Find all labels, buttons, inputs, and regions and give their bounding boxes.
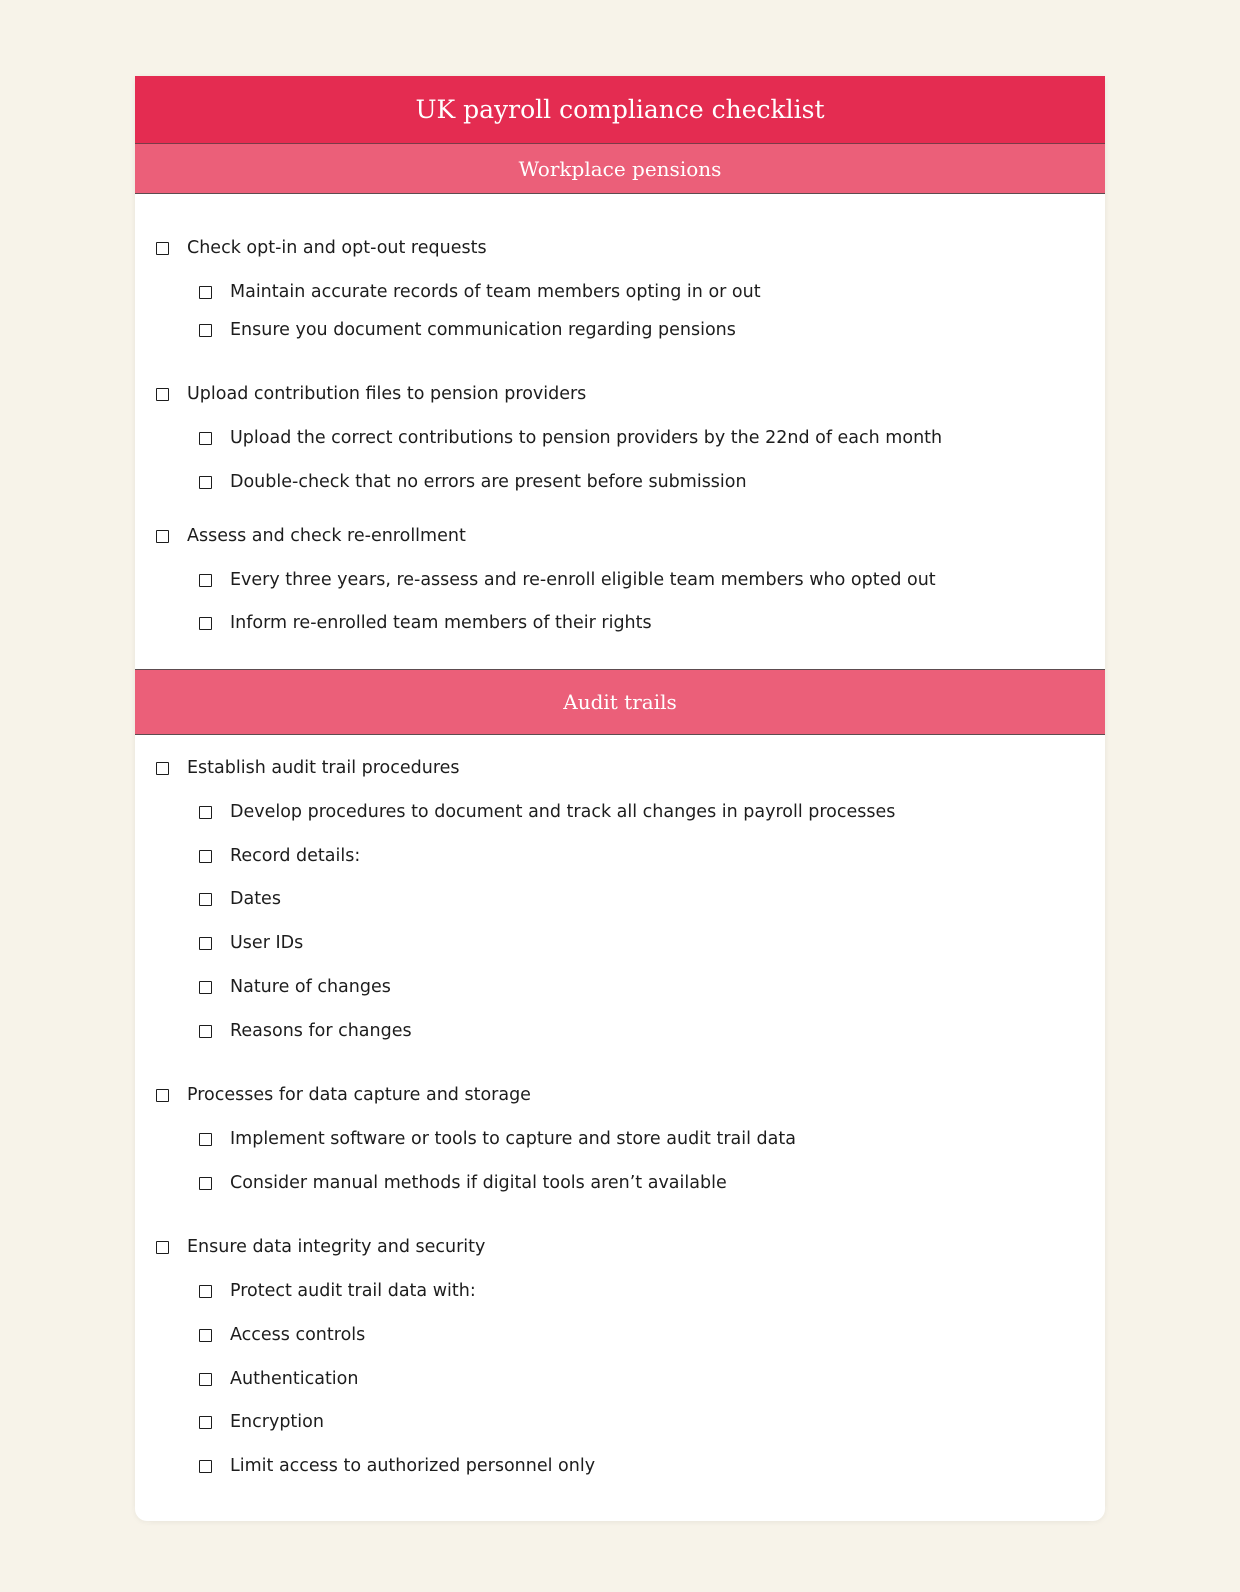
checklist-item-label: Record details:	[230, 846, 361, 866]
checkbox[interactable]	[199, 1460, 212, 1473]
checklist-subitem[interactable]	[199, 611, 652, 635]
checkbox[interactable]	[156, 762, 169, 775]
checklist-subitem[interactable]	[199, 1454, 595, 1478]
checklist-item-label: Maintain accurate records of team members opting in or out	[230, 282, 761, 302]
page-title: UK payroll compliance checklist	[135, 76, 1105, 144]
section-header-audit-trails: Audit trails	[135, 669, 1105, 735]
checklist-item-label: Nature of changes	[230, 977, 391, 997]
checkbox[interactable]	[156, 388, 169, 401]
checkbox[interactable]	[156, 1241, 169, 1254]
checklist-item[interactable]	[156, 1235, 485, 1259]
checklist-subitem[interactable]	[199, 1410, 324, 1434]
checklist-subitem[interactable]	[199, 470, 747, 494]
checkbox[interactable]	[199, 806, 212, 819]
checkbox[interactable]	[156, 1089, 169, 1102]
checklist-item-label: Establish audit trail procedures	[187, 758, 460, 778]
checklist-item-label: Protect audit trail data with:	[230, 1281, 476, 1301]
checkbox[interactable]	[199, 893, 212, 906]
checklist-item-label: Ensure you document communication regarding pensions	[230, 320, 736, 340]
section-header-workplace-pensions: Workplace pensions	[135, 144, 1105, 194]
checkbox[interactable]	[199, 1373, 212, 1386]
checkbox[interactable]	[199, 574, 212, 587]
checklist-subitem[interactable]	[199, 318, 736, 342]
checklist-subitem[interactable]	[199, 931, 303, 955]
checklist-subitem[interactable]	[199, 1279, 476, 1303]
checklist-subitem[interactable]	[199, 1127, 796, 1151]
checklist-item-label: Every three years, re-assess and re-enroll eligible team members who opted out	[230, 570, 936, 590]
checklist-subitem[interactable]	[199, 1019, 412, 1043]
checkbox[interactable]	[199, 1025, 212, 1038]
checkbox[interactable]	[199, 937, 212, 950]
checklist-item-label: Develop procedures to document and track all changes in payroll processes	[230, 802, 896, 822]
checkbox[interactable]	[199, 981, 212, 994]
checklist-subitem[interactable]	[199, 1171, 727, 1195]
checklist-subitem[interactable]	[199, 426, 942, 450]
checklist-subitem[interactable]	[199, 280, 761, 304]
checklist-item-label: Access controls	[230, 1325, 366, 1345]
checklist-item-label: Limit access to authorized personnel only	[230, 1456, 596, 1476]
checklist-item-label: Consider manual methods if digital tools aren’t available	[230, 1173, 727, 1193]
checkbox[interactable]	[199, 1133, 212, 1146]
checkbox[interactable]	[199, 850, 212, 863]
checkbox[interactable]	[199, 617, 212, 630]
checklist-item[interactable]	[156, 236, 487, 260]
checklist-item[interactable]	[156, 756, 460, 780]
checklist-subitem[interactable]	[199, 844, 360, 868]
checklist-subitem[interactable]	[199, 800, 895, 824]
checklist-item-label: Encryption	[230, 1412, 324, 1432]
checkbox[interactable]	[199, 324, 212, 337]
checklist-item-label: Upload contribution files to pension providers	[187, 384, 587, 404]
checklist-subitem[interactable]	[199, 887, 281, 911]
checkbox[interactable]	[156, 242, 169, 255]
checklist-item-label: Dates	[230, 889, 281, 909]
checklist-subitem[interactable]	[199, 975, 391, 999]
checklist-item-label: Ensure data integrity and security	[187, 1237, 486, 1257]
checklist-item-label: Assess and check re-enrollment	[187, 526, 466, 546]
checkbox[interactable]	[199, 432, 212, 445]
checkbox[interactable]	[199, 1177, 212, 1190]
checkbox[interactable]	[199, 476, 212, 489]
checklist-item-label: Reasons for changes	[230, 1021, 412, 1041]
checklist-item-label: Processes for data capture and storage	[187, 1085, 531, 1105]
checklist-subitem[interactable]	[199, 1367, 358, 1391]
checklist-item-label: Double-check that no errors are present before submission	[230, 472, 747, 492]
checkbox[interactable]	[199, 1285, 212, 1298]
checklist-item[interactable]	[156, 382, 586, 406]
checklist-card	[135, 76, 1105, 1521]
checklist-item-label: Authentication	[230, 1369, 359, 1389]
checklist-item[interactable]	[156, 1083, 531, 1107]
checkbox[interactable]	[156, 530, 169, 543]
checklist-subitem[interactable]	[199, 1323, 365, 1347]
checklist-item-label: Upload the correct contributions to pension providers by the 22nd of each month	[230, 428, 943, 448]
checklist-item-label: Inform re-enrolled team members of their rights	[230, 613, 652, 633]
checklist-item-label: Check opt-in and opt-out requests	[187, 238, 487, 258]
checkbox[interactable]	[199, 1416, 212, 1429]
checklist-item-label: User IDs	[230, 933, 304, 953]
checklist-item[interactable]	[156, 524, 466, 548]
checklist-item-label: Implement software or tools to capture and store audit trail data	[230, 1129, 796, 1149]
checklist-subitem[interactable]	[199, 568, 936, 592]
checkbox[interactable]	[199, 286, 212, 299]
checkbox[interactable]	[199, 1329, 212, 1342]
